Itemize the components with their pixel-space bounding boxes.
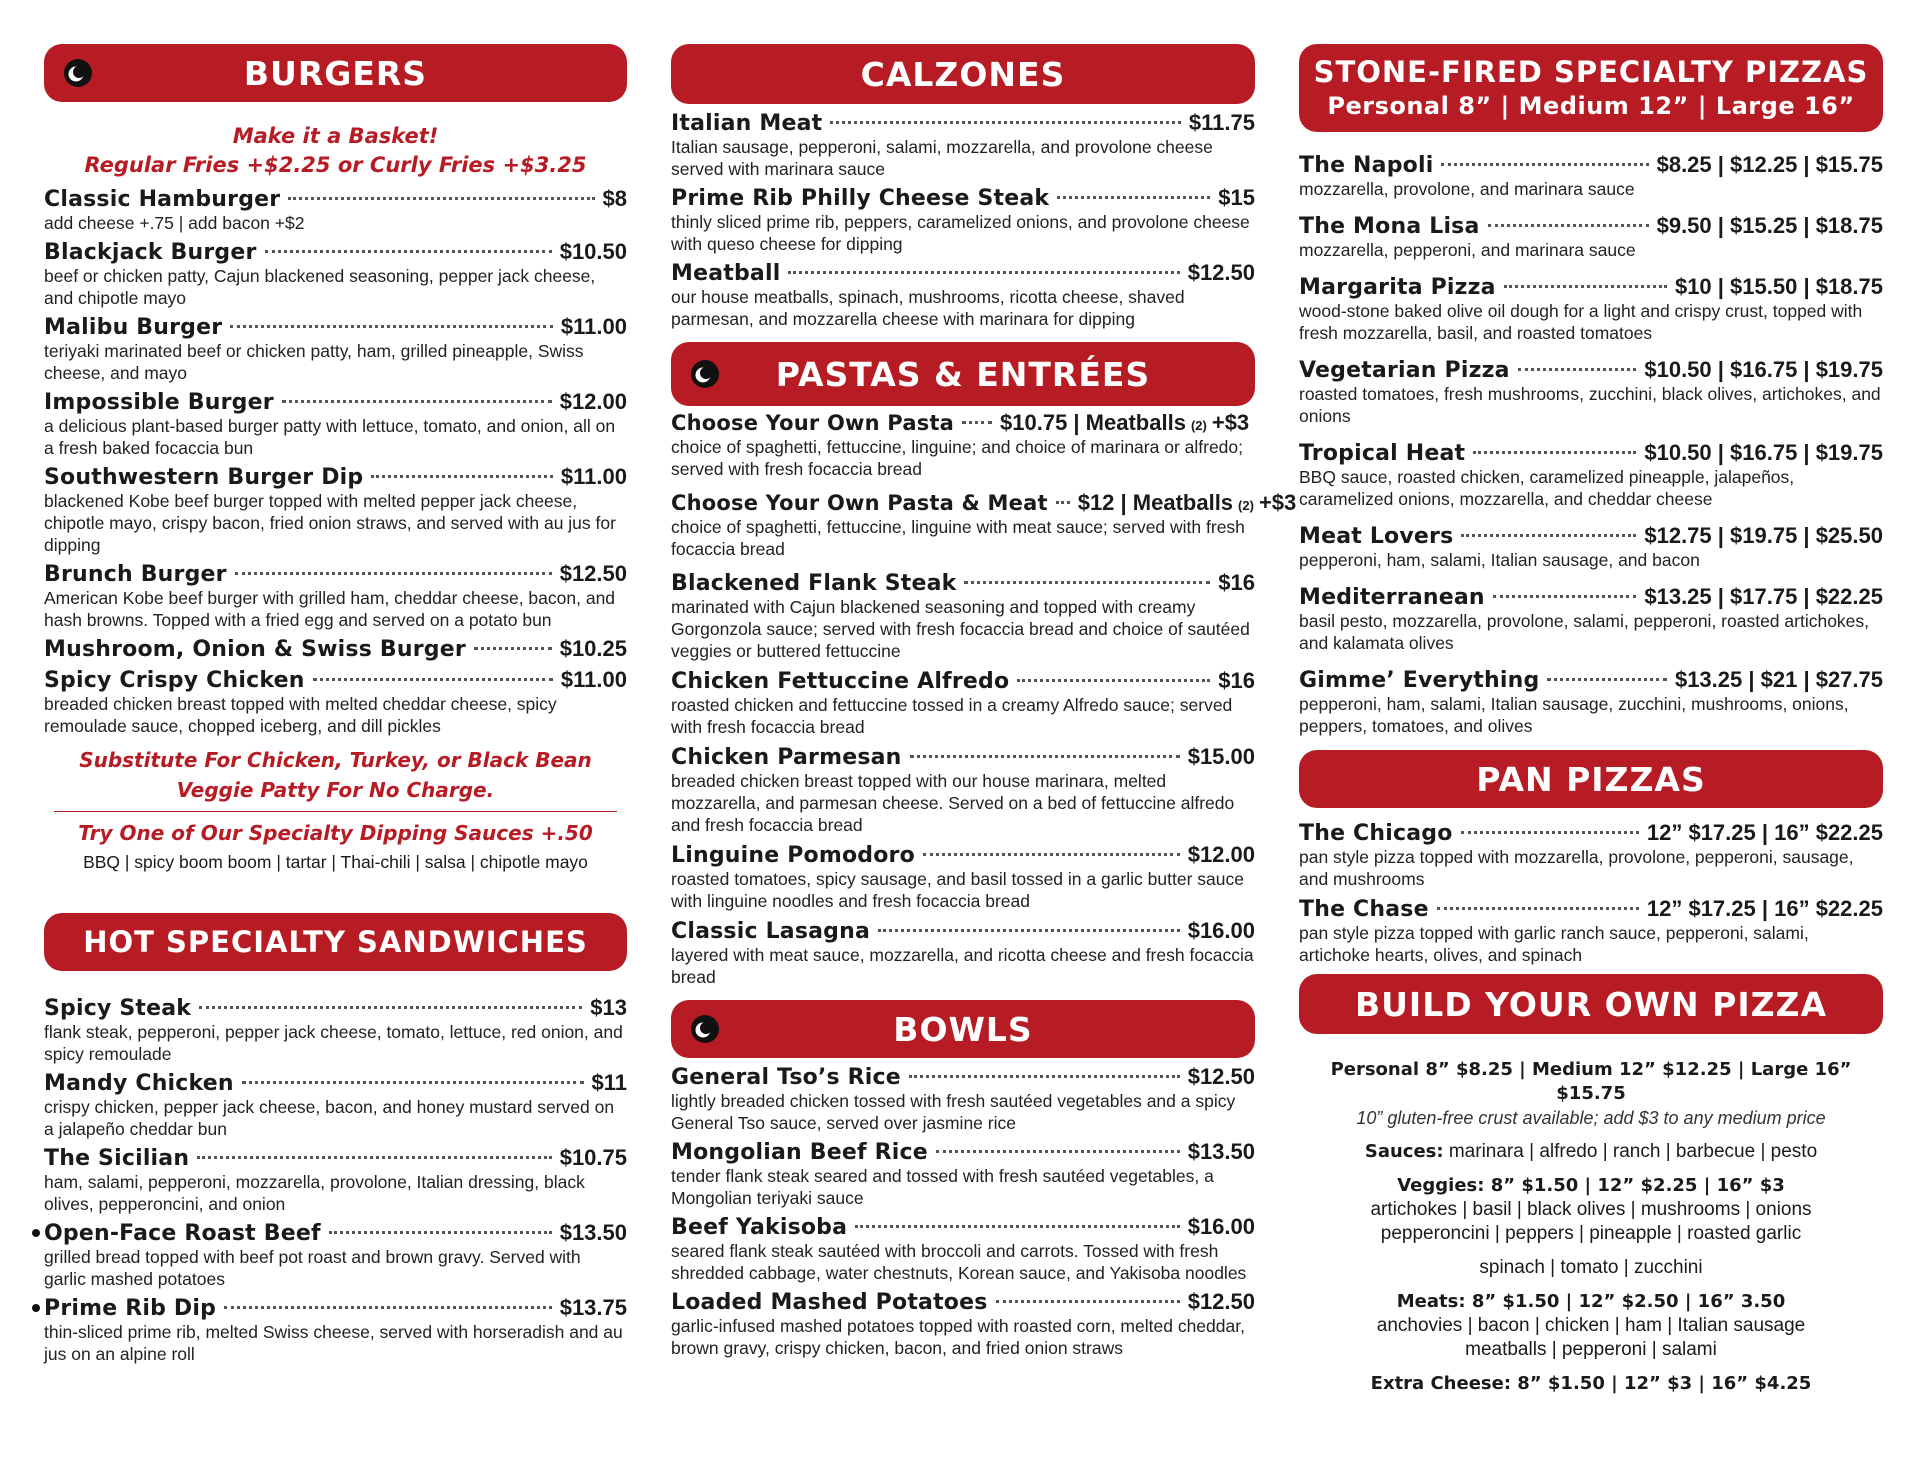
item-price: $13.50 — [1187, 1139, 1255, 1164]
menu-item-prime-rib-dip — [44, 1295, 627, 1365]
menu-item-classic-hamburger — [44, 186, 627, 234]
item-price: $11.00 — [560, 464, 627, 489]
calzones-list — [671, 110, 1255, 330]
menu-item-classic-lasagna — [671, 918, 1255, 988]
item-description: mozzarella, pepperoni, and marinara sauce — [1299, 240, 1636, 260]
dot-leader — [1493, 595, 1637, 598]
menu-item-the-napoli — [1299, 152, 1883, 200]
menu-item-loaded-mashed-potatoes — [671, 1289, 1255, 1359]
column-left — [44, 44, 627, 1370]
item-description: beef or chicken patty, Cajun blackened seasoning, pepper jack cheese, and chipotle mayo — [44, 266, 596, 308]
dot-leader — [936, 1150, 1180, 1153]
byo-veggies-label: Veggies: 8” $1.50 | 12” $2.25 | 16” $3 — [1397, 1175, 1785, 1196]
item-price: $10.50 | $16.75 | $19.75 — [1644, 440, 1883, 465]
item-price: $12.50 — [1187, 260, 1255, 285]
item-description: lightly breaded chicken tossed with fresh sautéed vegetables and a spicy General Tso sauce, served over jasmine rice — [671, 1091, 1236, 1133]
item-name: Mandy Chicken — [44, 1071, 234, 1096]
menu-item-beef-yakisoba — [671, 1214, 1255, 1284]
menu-item-spicy-crispy-chicken — [44, 667, 627, 737]
item-description: grilled bread topped with beef pot roast and brown gravy. Served with garlic mashed potatoes — [44, 1247, 581, 1289]
item-description: pan style pizza topped with mozzarella, provolone, pepperoni, sausage, and mushrooms — [1299, 847, 1854, 889]
item-price: $13.25 | $17.75 | $22.25 — [1644, 584, 1883, 609]
item-name: The Chase — [1299, 897, 1429, 922]
byo-extra-cheese: Extra Cheese: 8” $1.50 | 12” $3 | 16” $4.25 — [1370, 1373, 1812, 1394]
menu-item-brunch-burger — [44, 561, 627, 631]
item-description: thin-sliced prime rib, melted Swiss cheese, served with horseradish and au jus on an alpine roll — [44, 1322, 623, 1364]
dot-leader — [964, 581, 1210, 584]
dot-leader — [1518, 368, 1637, 371]
dot-leader — [1504, 285, 1667, 288]
menu-item-mushroom-onion-swiss-burger — [44, 636, 627, 662]
menu-item-impossible-burger — [44, 389, 627, 459]
moon-logo-icon — [691, 360, 719, 388]
menu-item-chicken-parmesan — [671, 744, 1255, 836]
item-name: Linguine Pomodoro — [671, 843, 915, 868]
menu-item-spicy-steak — [44, 995, 627, 1065]
menu-item-tropical-heat — [1299, 440, 1883, 510]
byo-meats-line: anchovies | bacon | chicken | ham | Italian sausage — [1376, 1315, 1806, 1336]
item-name: The Napoli — [1299, 153, 1434, 178]
item-description: roasted tomatoes, spicy sausage, and basil tossed in a garlic butter sauce with linguine noodles and fresh focaccia bread — [671, 869, 1244, 911]
item-description: choice of spaghetti, fettuccine, linguine; and choice of marinara or alfredo; served with fresh focaccia bread — [671, 437, 1244, 479]
item-description: seared flank steak sautéed with broccoli and carrots. Tossed with fresh shredded cabbage, water chestnuts, Korean sauce, and Yakisoba noodles — [671, 1241, 1247, 1283]
item-description: choice of spaghetti, fettuccine, linguine with meat sauce; served with fresh focaccia bread — [671, 517, 1245, 559]
sandwiches-list — [44, 995, 627, 1365]
item-price: $12.75 | $19.75 | $25.50 — [1644, 523, 1883, 548]
item-description: wood-stone baked olive oil dough for a light and crispy crust, topped with fresh mozzarella, basil, and roasted tomatoes — [1299, 301, 1863, 343]
item-description: Italian sausage, pepperoni, salami, mozzarella, and provolone cheese served with marinara sauce — [671, 137, 1213, 179]
dot-leader — [878, 929, 1180, 932]
dot-leader — [1057, 196, 1210, 199]
burgers-list — [44, 186, 627, 737]
item-description: roasted tomatoes, fresh mushrooms, zucchini, black olives, artichokes, and onions — [1299, 384, 1881, 426]
column-right — [1299, 44, 1883, 1396]
item-name: Margarita Pizza — [1299, 275, 1496, 300]
dot-leader — [313, 678, 553, 681]
pastas-list — [671, 410, 1297, 988]
item-description: thinly sliced prime rib, peppers, caramelized onions, and provolone cheese with queso cheese for dipping — [671, 212, 1250, 254]
sauces-heading: Try One of Our Specialty Dipping Sauces +.50 — [78, 821, 593, 845]
item-price: $15 — [1218, 185, 1255, 210]
dot-leader — [197, 1156, 551, 1159]
menu-item-open-face-roast-beef — [44, 1220, 627, 1290]
menu-item-the-sicilian — [44, 1145, 627, 1215]
bowls-banner — [671, 1000, 1255, 1058]
dot-leader — [230, 325, 553, 328]
item-description: breaded chicken breast topped with melted cheddar cheese, spicy remoulade sauce, chopped iceberg, and dill pickles — [44, 694, 557, 736]
item-description: marinated with Cajun blackened seasoning and topped with creamy Gorgonzola sauce; served with fresh focaccia bread and choice of sautéed veggies or buttered fettuccine — [671, 597, 1250, 661]
menu-item-vegetarian-pizza — [1299, 357, 1883, 427]
item-price-note: (2) — [1238, 498, 1254, 513]
dot-leader — [1488, 224, 1649, 227]
item-description: add cheese +.75 | add bacon +$2 — [44, 213, 305, 233]
dot-leader — [329, 1231, 552, 1234]
pan-pizzas-banner — [1299, 750, 1883, 808]
item-name: Brunch Burger — [44, 562, 227, 587]
item-price: $12.50 — [559, 561, 627, 586]
burgers-banner — [44, 44, 627, 102]
item-name: Impossible Burger — [44, 390, 274, 415]
menu-item-chicken-fettuccine-alfredo — [671, 668, 1255, 738]
item-price: $12 | Meatballs — [1077, 490, 1234, 515]
dot-leader — [910, 755, 1180, 758]
item-name: The Mona Lisa — [1299, 214, 1480, 239]
item-name: Spicy Steak — [44, 996, 192, 1021]
menu-item-linguine-pomodoro — [671, 842, 1255, 912]
item-description: BBQ sauce, roasted chicken, caramelized pineapple, jalapeños, caramelized onions, mozzarella, and cheddar cheese — [1299, 467, 1795, 509]
byo-details — [1299, 1058, 1883, 1396]
menu-item-mongolian-beef-rice — [671, 1139, 1255, 1209]
dot-leader — [923, 853, 1180, 856]
menu-item-mediterranean — [1299, 584, 1883, 654]
byo-sizes: Personal 8” $8.25 | Medium 12” $12.25 | Large 16” $15.75 — [1330, 1059, 1852, 1104]
menu-item-choose-own-pasta — [671, 410, 1255, 480]
dot-leader — [224, 1306, 552, 1309]
dot-leader — [288, 197, 594, 200]
item-description: teriyaki marinated beef or chicken patty, ham, grilled pineapple, Swiss cheese, and mayo — [44, 341, 584, 383]
item-description: pan style pizza topped with garlic ranch sauce, pepperoni, salami, artichoke hearts, olives, and spinach — [1299, 923, 1809, 965]
item-price: $10.75 | Meatballs — [1000, 410, 1186, 435]
item-price: $10.50 — [559, 239, 627, 264]
byo-veggies-line: spinach | tomato | zucchini — [1479, 1257, 1703, 1278]
dot-leader — [830, 121, 1181, 124]
item-name: Choose Your Own Pasta — [671, 411, 955, 435]
item-price: $13.50 — [559, 1220, 627, 1245]
item-name: Meatball — [671, 261, 781, 286]
menu-item-the-mona-lisa — [1299, 213, 1883, 261]
stone-pizzas-sizes: Personal 8” | Medium 12” | Large 16” — [1327, 92, 1855, 120]
item-description: pepperoni, ham, salami, Italian sausage, and bacon — [1299, 550, 1700, 570]
item-description: breaded chicken breast topped with our house marinara, melted mozzarella, and parmesan cheese. Served on a bed of fettuccine alfredo and fresh focaccia bread — [671, 771, 1235, 835]
item-price: $13.75 — [559, 1295, 627, 1320]
dot-leader — [1473, 451, 1636, 454]
item-name: Open-Face Roast Beef — [44, 1221, 321, 1246]
dot-leader — [265, 250, 552, 253]
sandwiches-banner — [44, 913, 627, 971]
dot-leader — [474, 647, 552, 650]
item-price: $11.00 — [560, 314, 627, 339]
dot-leader — [199, 1006, 582, 1009]
item-name: General Tso’s Rice — [671, 1065, 901, 1090]
item-description: flank steak, pepperoni, pepper jack cheese, tomato, lettuce, red onion, and spicy remoulade — [44, 1022, 623, 1064]
item-name: Gimme’ Everything — [1299, 668, 1540, 693]
menu-item-southwestern-burger-dip — [44, 464, 627, 556]
byo-banner — [1299, 974, 1883, 1034]
menu-item-prime-rib-philly-cheese-steak — [671, 185, 1255, 255]
item-price: $16.00 — [1187, 918, 1255, 943]
item-name: Prime Rib Dip — [44, 1296, 217, 1321]
item-price: $12.00 — [559, 389, 627, 414]
item-name: Beef Yakisoba — [671, 1215, 848, 1240]
item-name: Mediterranean — [1299, 585, 1485, 610]
dot-leader — [1437, 907, 1639, 910]
item-price: $10 | $15.50 | $18.75 — [1674, 274, 1883, 299]
menu-item-the-chase — [1299, 896, 1883, 966]
sauces-list: BBQ | spicy boom boom | tartar | Thai-chili | salsa | chipotle mayo — [83, 852, 588, 872]
item-price: $9.50 | $15.25 | $18.75 — [1656, 213, 1883, 238]
dot-leader — [788, 271, 1179, 274]
menu-item-choose-own-pasta-meat — [671, 490, 1297, 560]
moon-logo-icon — [64, 59, 92, 87]
bowls-title: BOWLS — [893, 1009, 1033, 1049]
menu-item-general-tso-s-rice — [671, 1064, 1255, 1134]
dot-leader — [371, 475, 553, 478]
dot-leader — [962, 421, 992, 424]
item-name: Tropical Heat — [1299, 441, 1466, 466]
item-price-note: (2) — [1190, 418, 1207, 433]
stone-pizzas-title: STONE-FIRED SPECIALTY PIZZAS — [1313, 55, 1869, 89]
menu-item-margarita-pizza — [1299, 274, 1883, 344]
menu-item-gimme-everything — [1299, 667, 1883, 737]
byo-title: BUILD YOUR OWN PIZZA — [1354, 984, 1828, 1024]
dot-leader — [1056, 501, 1070, 504]
item-price: $12.00 — [1187, 842, 1255, 867]
basket-note: Make it a Basket! Regular Fries +$2.25 or Curly Fries +$3.25 — [84, 124, 587, 177]
item-name: Chicken Fettuccine Alfredo — [671, 669, 1010, 694]
menu-item-the-chicago — [1299, 820, 1883, 890]
item-price-extra: +$3 — [1211, 410, 1250, 435]
item-name: The Sicilian — [44, 1146, 190, 1171]
dot-leader — [242, 1081, 584, 1084]
item-name: Choose Your Own Pasta & Meat — [671, 491, 1048, 515]
item-price: $8.25 | $12.25 | $15.75 — [1656, 152, 1883, 177]
item-name: Classic Lasagna — [671, 919, 871, 944]
item-price-extra: +$3 — [1258, 490, 1297, 515]
item-description: layered with meat sauce, mozzarella, and ricotta cheese and fresh focaccia bread — [671, 945, 1254, 987]
byo-veggies-line: artichokes | basil | black olives | mushrooms | onions — [1370, 1199, 1812, 1220]
byo-sauces: Sauces: marinara | alfredo | ranch | barbecue | pesto — [1364, 1141, 1818, 1162]
pastas-title: PASTAS & ENTRÉES — [775, 354, 1151, 394]
item-price: $15.00 — [1187, 744, 1255, 769]
calzones-title: CALZONES — [860, 54, 1066, 94]
item-description: blackened Kobe beef burger topped with melted pepper jack cheese, chipotle mayo, crispy bacon, fried onion straws, and served with au jus for dipping — [44, 491, 616, 555]
item-description: mozzarella, provolone, and marinara sauce — [1299, 179, 1635, 199]
item-price: $10.75 — [559, 1145, 627, 1170]
item-name: Chicken Parmesan — [671, 745, 902, 770]
byo-gluten-free: 10” gluten-free crust available; add $3 to any medium price — [1356, 1108, 1826, 1128]
item-price: 12” $17.25 | 16” $22.25 — [1646, 820, 1883, 845]
item-description: basil pesto, mozzarella, provolone, salami, pepperoni, roasted artichokes, and kalamata olives — [1299, 611, 1870, 653]
item-price: $16.00 — [1187, 1214, 1255, 1239]
item-name: Classic Hamburger — [44, 187, 281, 212]
divider — [54, 811, 617, 812]
menu-item-blackened-flank-steak — [671, 570, 1255, 662]
item-price: $16 — [1218, 570, 1255, 595]
item-description: pepperoni, ham, salami, Italian sausage, zucchini, mushrooms, onions, peppers, tomatoes, and olives — [1299, 694, 1849, 736]
dot-leader — [1461, 534, 1636, 537]
menu-item-blackjack-burger — [44, 239, 627, 309]
item-price: $13 — [590, 995, 627, 1020]
item-name: Malibu Burger — [44, 315, 223, 340]
item-price: $10.25 — [559, 636, 627, 661]
menu-item-mandy-chicken — [44, 1070, 627, 1140]
item-description: ham, salami, pepperoni, mozzarella, provolone, Italian dressing, black olives, pepperoncini, and onion — [44, 1172, 585, 1214]
pan-pizzas-title: PAN PIZZAS — [1476, 759, 1706, 799]
byo-meats-label: Meats: 8” $1.50 | 12” $2.50 | 16” 3.50 — [1396, 1291, 1786, 1312]
item-description: American Kobe beef burger with grilled ham, cheddar cheese, bacon, and hash browns. Topped with a fried egg and served on a potato bun — [44, 588, 616, 630]
item-price: $11 — [591, 1070, 627, 1095]
dot-leader — [1441, 163, 1648, 166]
item-description: a delicious plant-based burger patty with lettuce, tomato, and onion, all on a fresh baked focaccia bun — [44, 416, 616, 458]
item-price: $11.75 — [1188, 110, 1255, 135]
substitute-note: Substitute For Chicken, Turkey, or Black Bean Veggie Patty For No Charge. — [79, 748, 592, 802]
menu-item-italian-meat — [671, 110, 1255, 180]
dot-leader — [855, 1225, 1180, 1228]
item-description: crispy chicken, pepper jack cheese, bacon, and honey mustard served on a jalapeño cheddar bun — [44, 1097, 615, 1139]
moon-logo-icon — [691, 1015, 719, 1043]
menu-item-meat-lovers — [1299, 523, 1883, 571]
item-price: $16 — [1218, 668, 1255, 693]
bullet-icon — [32, 1304, 40, 1312]
pan-pizzas-list — [1299, 820, 1883, 966]
item-name: Meat Lovers — [1299, 524, 1454, 549]
item-name: Blackened Flank Steak — [671, 571, 957, 596]
dot-leader — [282, 400, 552, 403]
item-price: $8 — [602, 186, 627, 211]
column-middle — [671, 44, 1297, 1364]
bullet-icon — [32, 1229, 40, 1237]
item-name: Prime Rib Philly Cheese Steak — [671, 186, 1050, 211]
dot-leader — [996, 1300, 1180, 1303]
menu-item-meatball — [671, 260, 1255, 330]
calzones-banner — [671, 44, 1255, 104]
item-price: $13.25 | $21 | $27.75 — [1674, 667, 1883, 692]
sandwiches-title: HOT SPECIALTY SANDWICHES — [83, 924, 588, 959]
item-name: Mushroom, Onion & Swiss Burger — [44, 637, 466, 662]
item-price: $12.50 — [1187, 1289, 1255, 1314]
dot-leader — [1547, 678, 1667, 681]
menu-item-malibu-burger — [44, 314, 627, 384]
item-price: 12” $17.25 | 16” $22.25 — [1646, 896, 1883, 921]
item-description: tender flank steak seared and tossed with fresh sautéed vegetables, a Mongolian teriyaki sauce — [671, 1166, 1214, 1208]
byo-meats-line: meatballs | pepperoni | salami — [1465, 1339, 1717, 1360]
item-description: garlic-infused mashed potatoes topped with roasted corn, melted cheddar, brown gravy, crispy chicken, bacon, and fried onion straws — [671, 1316, 1245, 1358]
item-description: our house meatballs, spinach, mushrooms, ricotta cheese, shaved parmesan, and mozzarella cheese with marinara for dipping — [671, 287, 1185, 329]
item-name: Vegetarian Pizza — [1299, 358, 1510, 383]
item-price: $12.50 — [1187, 1064, 1255, 1089]
stone-pizzas-list — [1299, 152, 1883, 737]
bowls-list — [671, 1064, 1255, 1359]
byo-veggies-line: pepperoncini | peppers | pineapple | roasted garlic — [1380, 1223, 1802, 1244]
item-price: $11.00 — [560, 667, 627, 692]
item-name: The Chicago — [1299, 821, 1453, 846]
item-description: roasted chicken and fettuccine tossed in a creamy Alfredo sauce; served with fresh focaccia bread — [671, 695, 1233, 737]
item-price: $10.50 | $16.75 | $19.75 — [1644, 357, 1883, 382]
item-name: Spicy Crispy Chicken — [44, 668, 305, 693]
dot-leader — [909, 1075, 1180, 1078]
item-name: Italian Meat — [671, 111, 823, 136]
dot-leader — [235, 572, 552, 575]
stone-pizzas-banner — [1299, 44, 1883, 132]
dot-leader — [1461, 831, 1639, 834]
pastas-banner — [671, 342, 1255, 406]
burgers-title: BURGERS — [243, 53, 428, 93]
dot-leader — [1017, 679, 1210, 682]
item-name: Mongolian Beef Rice — [671, 1140, 928, 1165]
item-name: Loaded Mashed Potatoes — [671, 1290, 988, 1315]
item-name: Southwestern Burger Dip — [44, 465, 364, 490]
item-name: Blackjack Burger — [44, 240, 257, 265]
